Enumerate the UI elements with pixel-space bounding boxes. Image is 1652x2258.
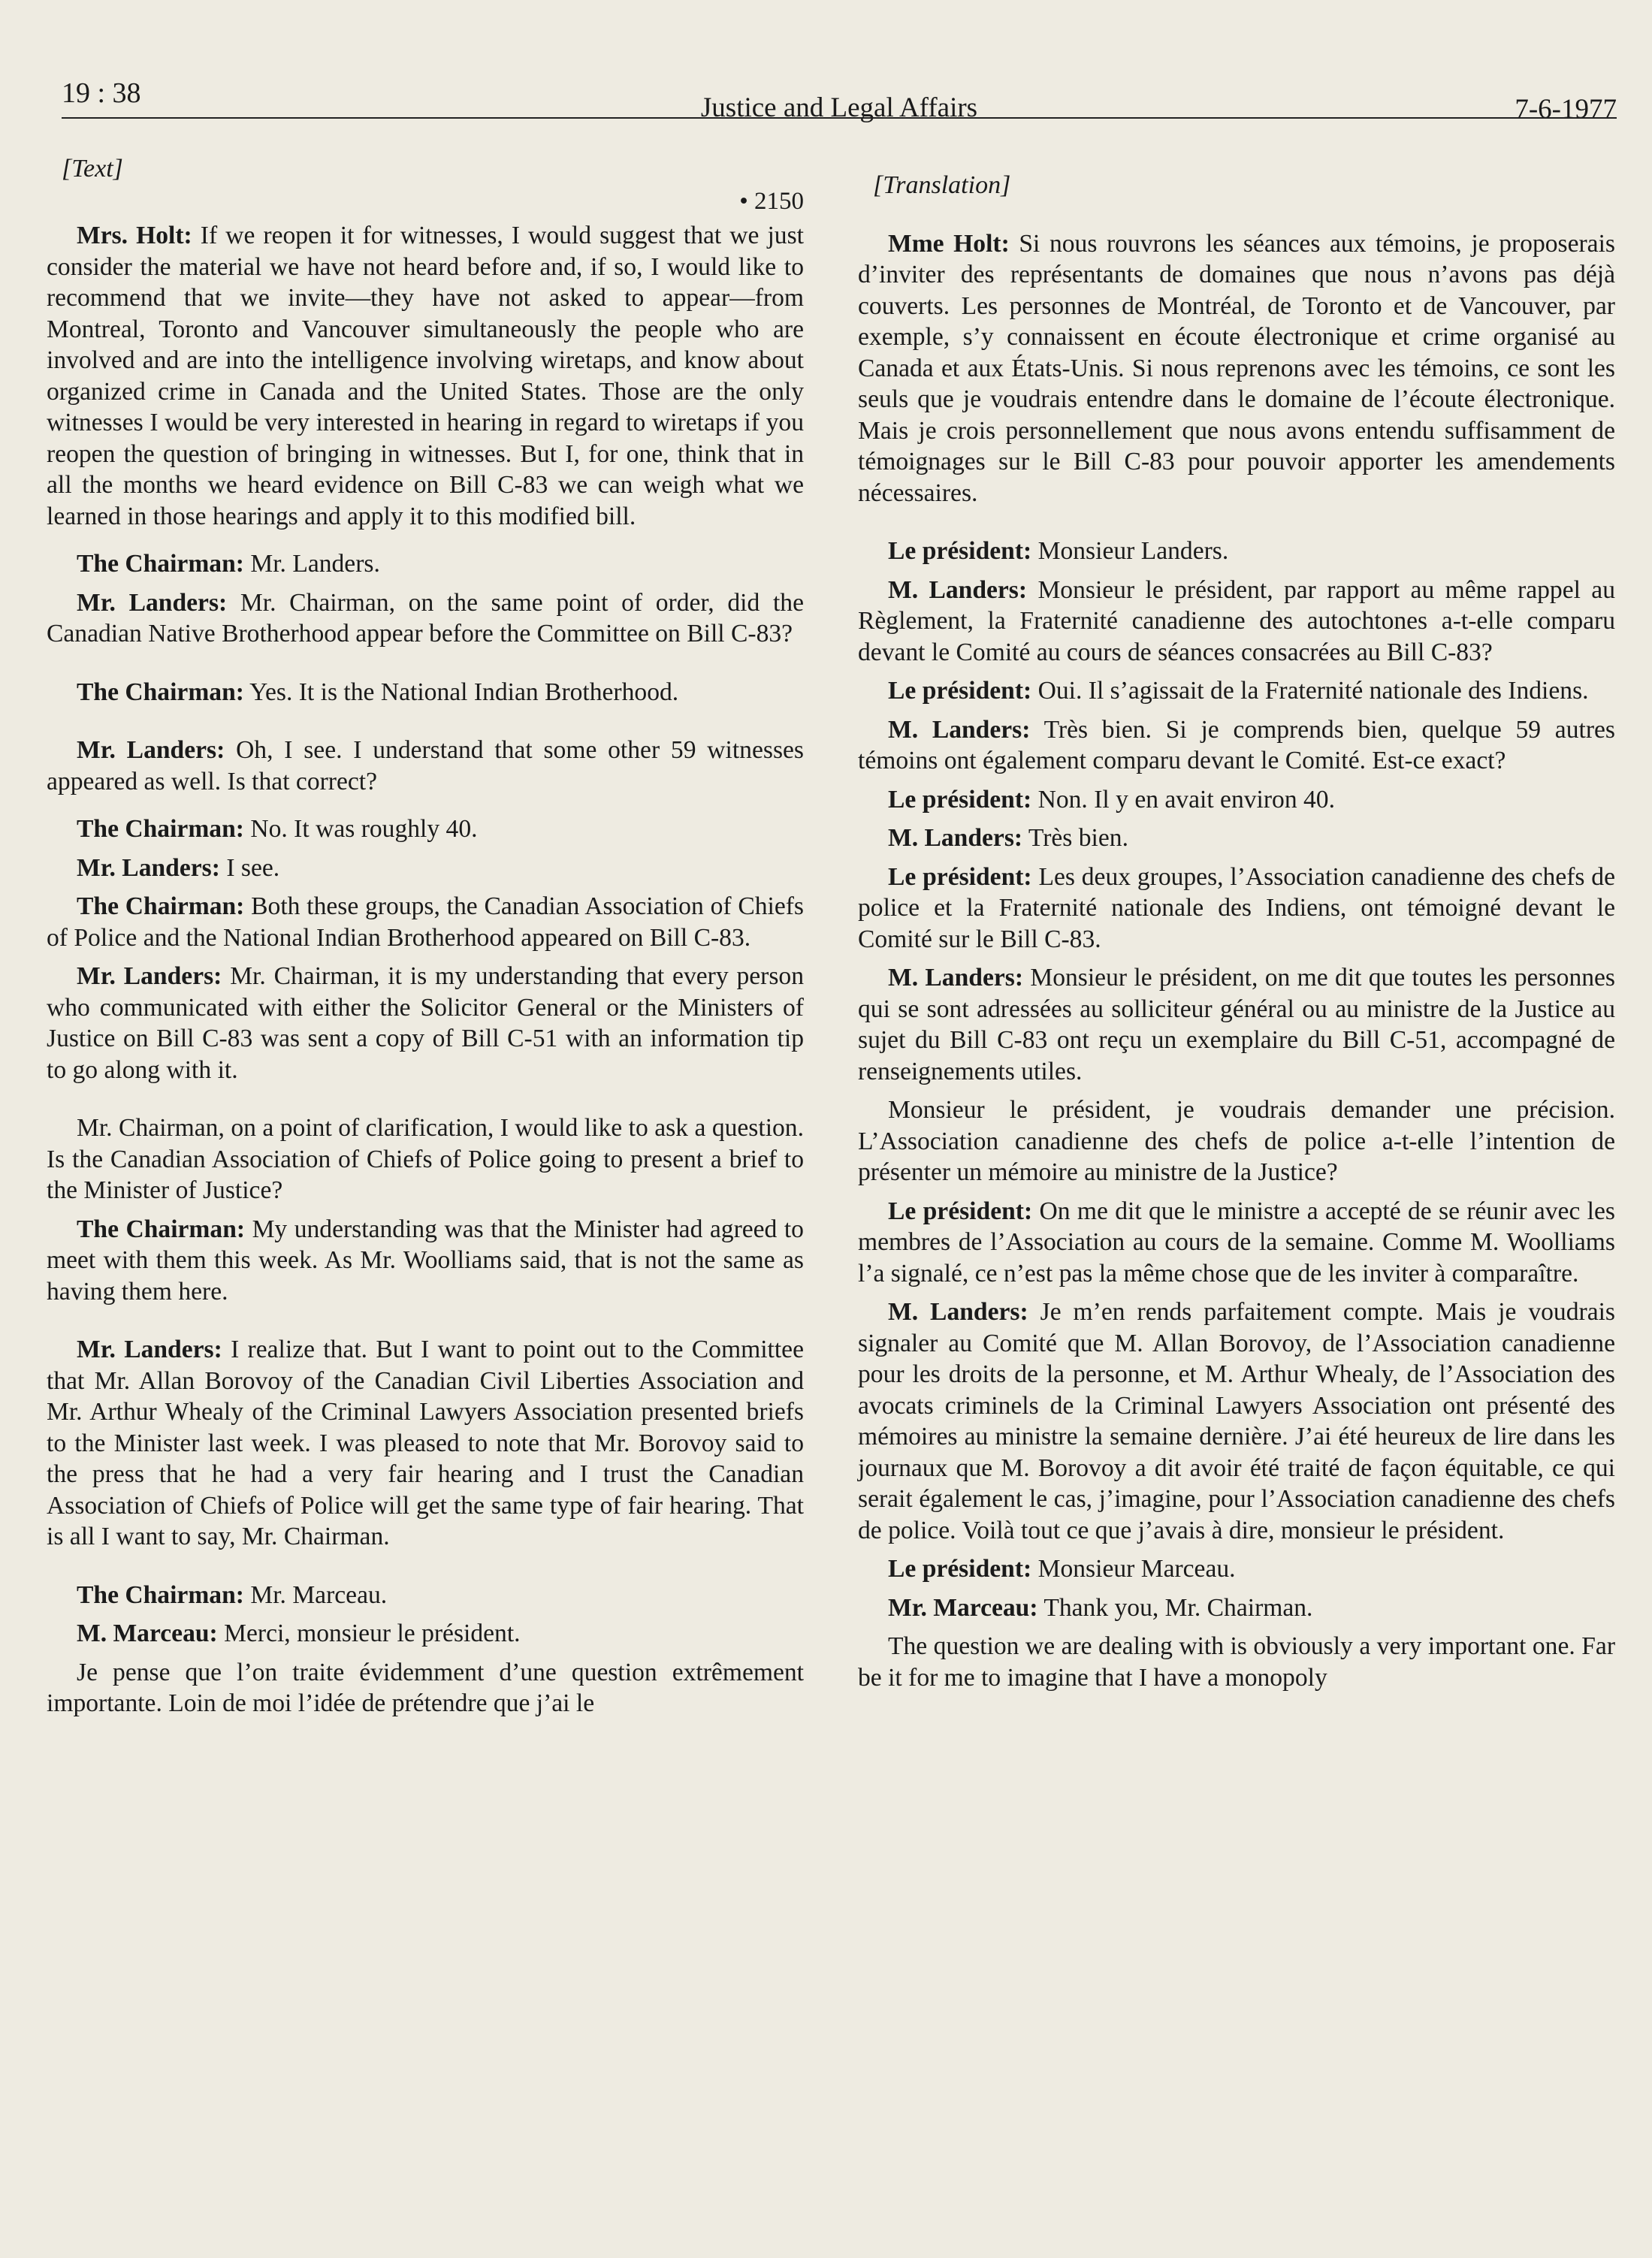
speaker: M. Landers: <box>888 715 1031 744</box>
paragraph <box>858 862 1615 955</box>
paragraph <box>47 891 804 953</box>
paragraph <box>47 548 804 580</box>
paragraph <box>47 1214 804 1308</box>
speaker: The Chairman: <box>77 1580 244 1609</box>
speech-text: The question we are dealing with is obviously a very important one. Far be it for me to imagine that I have a monopoly <box>858 1632 1615 1692</box>
speech-text: I realize that. But I want to point out to the Committee that Mr. Allan Borovoy of the Canadian Civil Liberties Association and Mr. Arthur Whealy of the Criminal Lawyers Association presented briefs to the Minister last week. I was pleased to note that Mr. Borovoy said to the press that he had a very fair hearing and I trust the Canadian Association of Chiefs of Police will get the same type of fair hearing. That is all I want to say, Mr. Chairman. <box>47 1336 804 1550</box>
speech-text: If we reopen it for witnesses, I would suggest that we just consider the material we have not heard before and, if so, I would like to recommend that we invite—they have not asked to appear—from Montreal, Toronto and Vancouver simultaneously the people who are involved and are into the intelligence involving wiretaps, and know about organized crime in Canada and the United States. Those are the only witnesses I would be very interested in hearing in regard to wiretaps if you reopen the question of bringing in witnesses. But I, for one, think that in all the months we heard evidence on Bill C-83 we can weigh what we learned in those hearings and apply it to this modified bill. <box>47 222 804 530</box>
speaker: Mr. Landers: <box>77 1336 222 1363</box>
paragraph <box>47 1334 804 1553</box>
speaker: The Chairman: <box>77 678 244 706</box>
paragraph <box>47 853 804 884</box>
speech-text: Mr. Marceau. <box>250 1580 388 1609</box>
speaker: Mrs. Holt: <box>77 222 192 249</box>
speech-text: Monsieur Marceau. <box>1037 1555 1236 1583</box>
speech-text: Both these groups, the Canadian Association of Chiefs of Police and the National Indian Brotherhood appeared on Bill C-83. <box>47 892 805 952</box>
speech-text: Oui. Il s’agissait de la Fraternité nationale des Indiens. <box>1037 677 1589 705</box>
paragraph <box>47 1657 804 1719</box>
paragraph <box>858 1631 1615 1693</box>
speaker: Le président: <box>888 862 1032 891</box>
speech-text: Mr. Landers. <box>250 550 380 578</box>
paragraph <box>858 1592 1615 1624</box>
paragraph <box>47 814 804 845</box>
speaker: Le président: <box>888 1197 1033 1225</box>
page-header <box>62 72 1617 131</box>
paragraph <box>47 1112 804 1206</box>
paragraph <box>858 823 1615 854</box>
speech-text: Non. Il y en avait environ 40. <box>1037 785 1335 814</box>
speech-text: Monsieur le président, je voudrais demander une précision. L’Association canadienne des chefs de police a-t-elle l’intention de présenter un mémoire au ministre de la Justice? <box>858 1096 1615 1186</box>
speech-text: Merci, monsieur le président. <box>224 1620 521 1647</box>
page-date: 7-6-1977 <box>1515 94 1617 125</box>
speaker: The Chairman: <box>77 550 244 578</box>
paragraph <box>47 220 804 532</box>
paragraph <box>47 1580 804 1611</box>
paragraph <box>858 575 1615 669</box>
header-rule <box>62 117 1617 119</box>
paragraph <box>858 1094 1615 1188</box>
speech-text: Oh, I see. I understand that some other 59 witnesses appeared as well. Is that correct? <box>47 736 804 795</box>
speech-text: Si nous rouvrons les séances aux témoins, je proposerais d’inviter des représentants de domaines que nous n’avons pas déjà couverts. Les personnes de Montréal, de Toronto et de Vancouver, par exemple, s’y connaissent en écoute électronique et crime organisé au Canada et aux États-Unis. Si nous reprenons avec les témoins, ce sont les seuls que je voudrais entendre dans le domaine de l’écoute électronique. Mais je crois personnellement que nous avons entendu suffisamment de témoignages sur le Bill C-83 pour pouvoir apporter les amendements nécessaires. <box>858 229 1615 507</box>
speaker: Le président: <box>888 677 1032 705</box>
speaker: Mr. Landers: <box>77 853 220 882</box>
speaker: M. Marceau: <box>77 1620 218 1647</box>
speech-text: Mr. Chairman, on a point of clarification, I would like to ask a question. Is the Canadian Association of Chiefs of Police going to present a brief to the Minister of Justice? <box>47 1114 804 1204</box>
page-number: 19 : 38 <box>62 77 141 109</box>
speaker: The Chairman: <box>77 892 245 920</box>
paragraph <box>858 536 1615 567</box>
speaker: Le président: <box>888 537 1032 565</box>
paragraph <box>47 677 804 708</box>
speaker: Mme Holt: <box>888 229 1010 258</box>
left-column <box>47 153 804 1727</box>
speaker: Mr. Landers: <box>77 736 225 764</box>
speech-text: I see. <box>226 853 280 882</box>
column-tag: [Text] <box>62 155 123 183</box>
paragraph <box>47 735 804 797</box>
speaker: The Chairman: <box>77 815 244 843</box>
paragraph <box>858 962 1615 1087</box>
running-title: Justice and Legal Affairs <box>700 92 978 123</box>
speaker: M. Landers: <box>888 964 1024 992</box>
paragraph <box>858 714 1615 777</box>
paragraph <box>858 1297 1615 1546</box>
speech-text: Monsieur le président, par rapport au même rappel au Règlement, la Fraternité canadienne des autochtones a-t-elle comparu devant le Comité au cours de séances consacrées au Bill C-83? <box>858 575 1615 666</box>
paragraph <box>858 1196 1615 1290</box>
column-tag: [Translation] <box>873 171 1011 199</box>
paragraph <box>47 1618 804 1650</box>
speech-text: Yes. It is the National Indian Brotherhood. <box>249 678 679 706</box>
speech-text: Très bien. Si je comprends bien, quelque 59 autres témoins ont également comparu devant le Comité. Est-ce exact? <box>858 715 1615 774</box>
speech-text: Mr. Chairman, on the same point of order, did the Canadian Native Brotherhood appear before the Committee on Bill C-83? <box>47 588 804 648</box>
time-marker: • 2150 <box>739 187 804 215</box>
paragraph <box>858 675 1615 707</box>
speaker: Mr. Marceau: <box>888 1593 1038 1622</box>
paragraph <box>858 784 1615 816</box>
speech-text: Monsieur le président, on me dit que toutes les personnes qui se sont adressées au solliciteur général ou au ministre de la Justice au sujet du Bill C-83 ont reçu un exemplaire du Bill C-51, accompagné de renseignements utiles. <box>858 964 1615 1085</box>
speaker: Le président: <box>888 1555 1032 1583</box>
speaker: Mr. Landers: <box>77 962 222 990</box>
speech-text: Thank you, Mr. Chairman. <box>1043 1593 1313 1622</box>
speaker: M. Landers: <box>888 824 1023 852</box>
speech-text: Je pense que l’on traite évidemment d’une question extrêmement importante. Loin de moi l’idée de prétendre que j’ai le <box>47 1658 804 1717</box>
speech-text: Très bien. <box>1028 824 1128 852</box>
paragraph <box>47 587 804 650</box>
right-column <box>858 153 1615 1701</box>
paragraph <box>858 228 1615 509</box>
speaker: M. Landers: <box>888 1298 1028 1326</box>
speech-text: Les deux groupes, l’Association canadienne des chefs de police et la Fraternité nationale des Indiens, ont témoigné devant le Comité sur le Bill C-83. <box>858 862 1615 953</box>
speech-text: Je m’en rends parfaitement compte. Mais je voudrais signaler au Comité que M. Allan Borovoy, de l’Association canadienne pour les droits de la personne, et M. Arthur Whealy, de l’Association des avocats criminels de la Criminal Lawyers Association ont présenté des mémoires au ministre la semaine dernière. J’ai été heureux de lire dans les journaux que M. Borovoy a dit avoir été traité de façon équitable, ce qui serait également le cas, j’imagine, pour l’Association canadienne des chefs de police. Voilà tout ce que j’avais à dire, monsieur le président. <box>858 1298 1615 1544</box>
speech-text: On me dit que le ministre a accepté de se réunir avec les membres de l’Association au cours de la semaine. Comme M. Woolliams l’a signalé, ce n’est pas la même chose que de les inviter à comparaître. <box>858 1197 1615 1287</box>
paragraph <box>858 1553 1615 1585</box>
speaker: M. Landers: <box>888 575 1028 604</box>
speech-text: Mr. Chairman, it is my understanding that every person who communicated with either the Solicitor General or the Ministers of Justice on Bill C-83 was sent a copy of Bill C-51 with an information tip to go along with it. <box>47 962 804 1084</box>
speaker: The Chairman: <box>77 1215 246 1243</box>
speech-text: No. It was roughly 40. <box>250 815 478 843</box>
speech-text: My understanding was that the Minister had agreed to meet with them this week. As Mr. Woolliams said, that is not the same as having them here. <box>47 1215 804 1306</box>
speech-text: Monsieur Landers. <box>1037 537 1229 565</box>
speaker: Le président: <box>888 785 1032 814</box>
speaker: Mr. Landers: <box>77 588 228 617</box>
paragraph <box>47 961 804 1085</box>
